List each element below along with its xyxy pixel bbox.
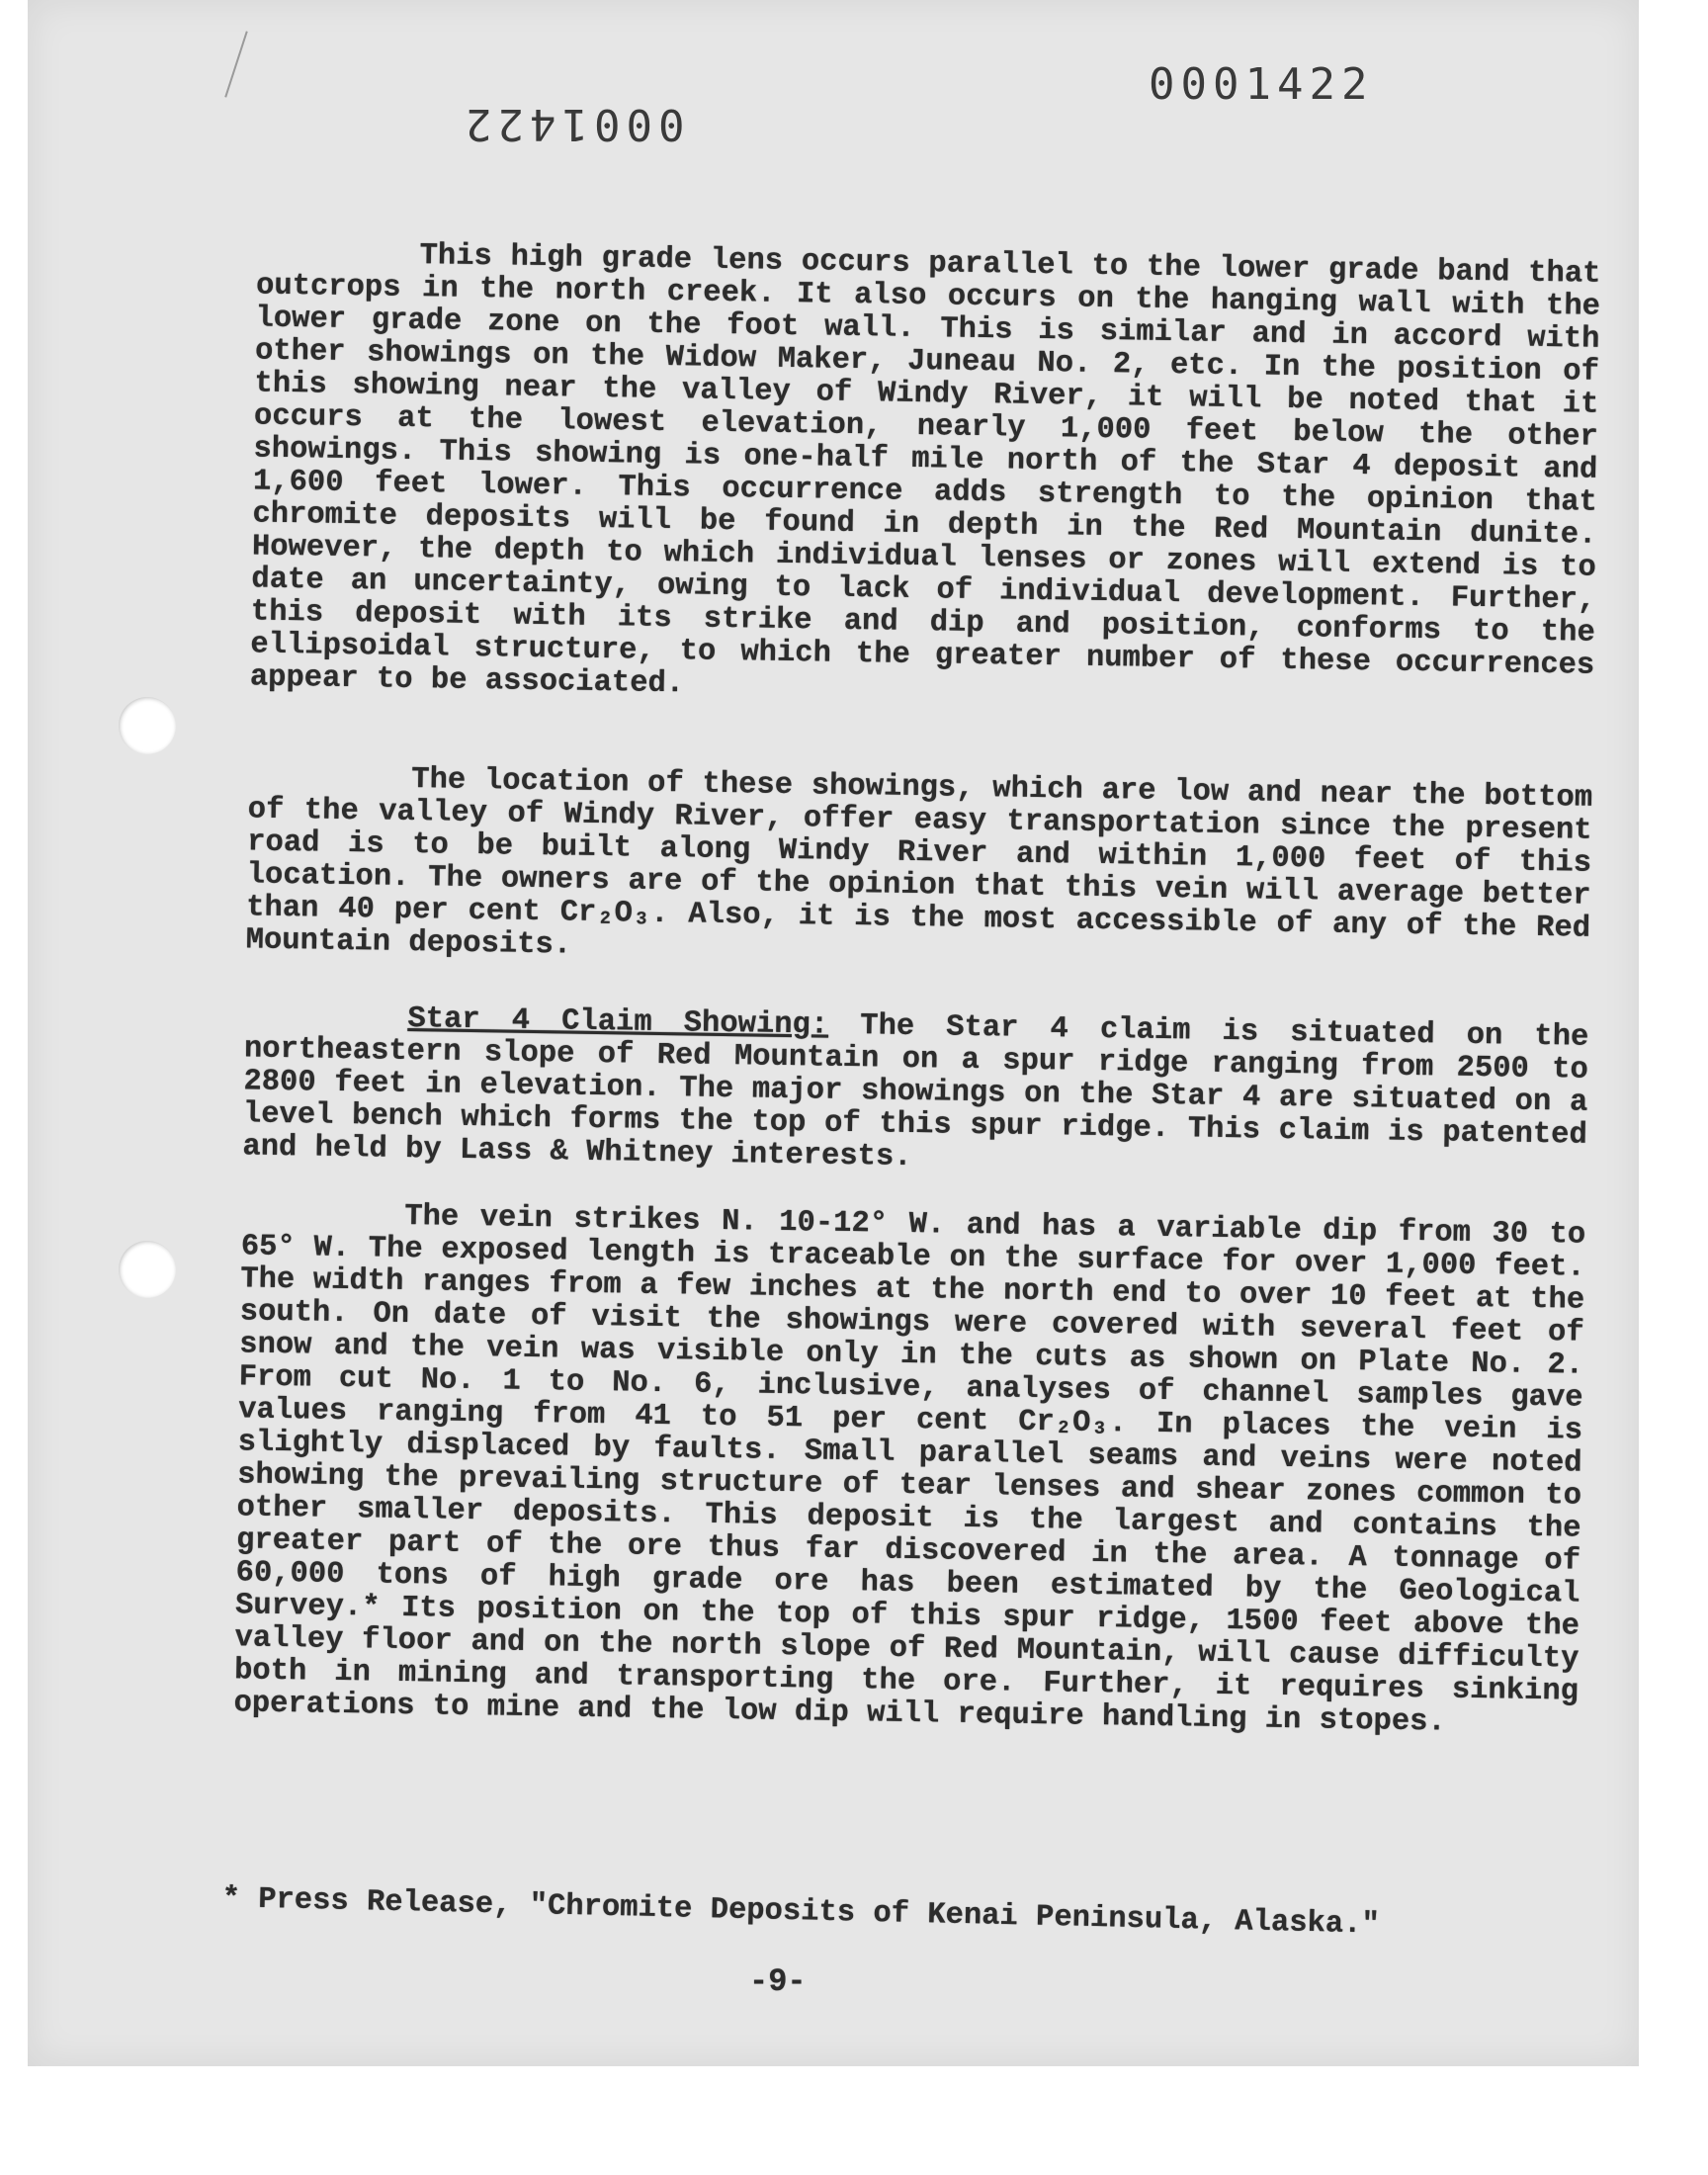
footnote: * Press Release, "Chromite Deposits of Kenai Peninsula, Alaska." [221,1882,1381,1943]
paragraph-high-grade-lens [250,237,1601,715]
paragraph-text: The Star 4 claim is situated on the northeastern slope of Red Mountain on a spur ridge ranging from 2500 to 2800 feet in elevation. The major showings on the Star 4 are situated on a level bench which forms the top of this spur ridge. This claim is patented and held by Lass & Whitney interests. [242,1009,1589,1175]
paragraph-text: The vein strikes N. 10-12° W. and has a variable dip from 30 to 65° W. The exposed length is traceable on the surface for over 1,000 feet. The width ranges from a few inches at the north end to over 10 feet at the south. On date of visit the showings were covered with several feet of snow and the vein was visible only in the cuts as shown on Plate No. 2. From cut No. 1 to No. 6, inclusive, analyses of channel samples gave values ranging from 41 to 51 per cent Cr₂O₃. In places the vein is slightly displaced by faults. Small parallel seams and veins were noted showing the prevailing structure of tear lenses and shear zones common to other smaller deposits. This deposit is the largest and contains the greater part of the ore thus far discovered in the area. A tonnage of 60,000 tons of high grade ore has been estimated by the Geological Survey.* Its position on the top of this spur ridge, 1500 feet above the valley floor and on the north slope of Red Mountain, will cause difficulty both in mining and transporting the ore. Further, it requires sinking operations to mine and the low dip will require handling in stopes. [233,1199,1586,1740]
paragraph-vein-description [233,1198,1585,1741]
document-number-stamp-flipped: 0001422 [460,99,685,149]
document-number-stamp: 0001422 [1149,59,1374,110]
page-number: -9- [749,1963,807,2000]
paragraph-text: This high grade lens occurs parallel to the lower grade band that outcrops in the north creek. It also occurs on the hanging wall with the lower grade zone on the foot wall. This is similar and in accord with other showings on the Widow Maker, Juneau No. 2, etc. In the position of this showing near the valley of Windy River, it will be noted that it occurs at the lowest elevation, nearly 1,000 feet below the other showings. This showing is one-half mile north of the Star 4 deposit and 1,600 feet lower. This occurrence adds strength to the opinion that chromite deposits will be found in depth in the Red Mountain dunite. However, the depth to which individual lenses or zones will extend is to date an uncertainty, owing to lack of individual development. Further, this deposit with its strike and dip and position, conforms to the ellipsoidal structure, to which the greater number of these occurrences appear to be associated. [249,239,1601,702]
paragraph-text: The location of these showings, which are low and near the bottom of the valley of Windy River, offer easy transportation since the present road is to be built along Windy River and within 1,000 feet of this location. The owners are of the opinion that this vein will average better than 40 per cent Cr₂O₃. Also, it is the most accessible of any of the Red Mountain deposits. [245,763,1593,963]
section-heading: Star 4 Claim Showing: [407,1001,829,1043]
paragraph-location [245,761,1592,978]
paragraph-content [242,1000,1588,1184]
paragraph-star4-claim [242,1000,1588,1184]
page-bottom-margin [0,2066,1708,2175]
